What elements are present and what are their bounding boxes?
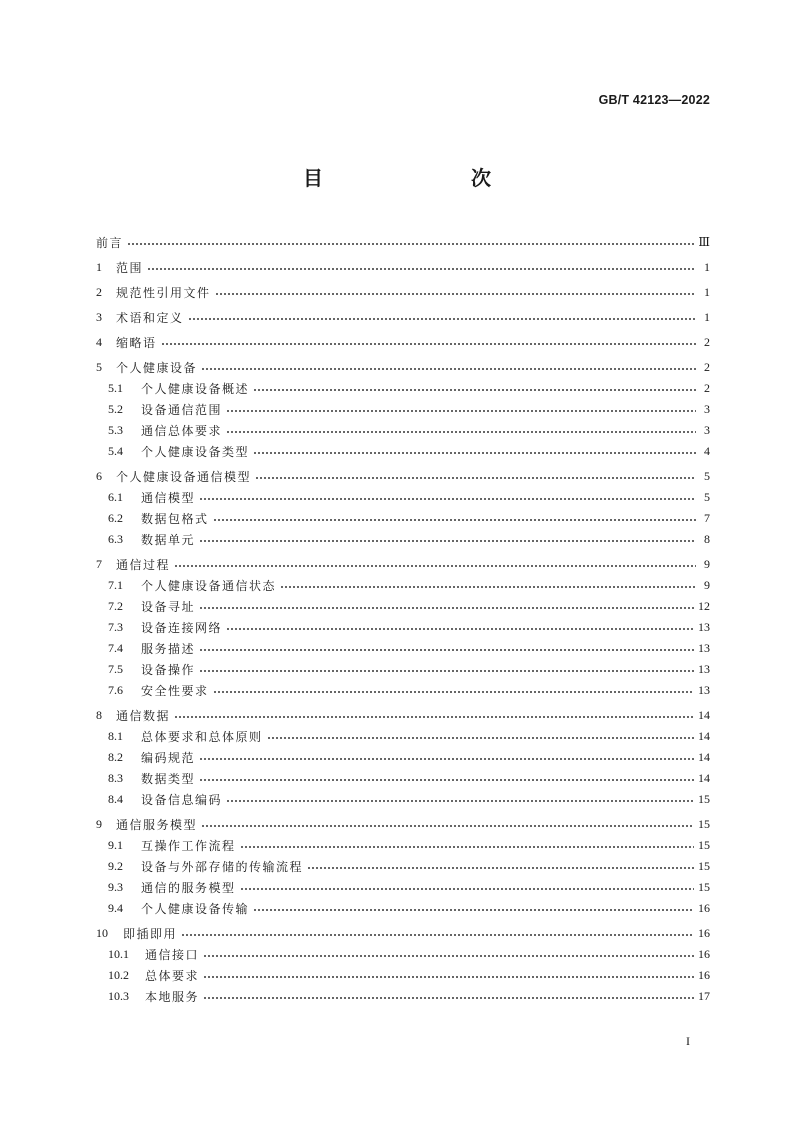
standard-code: GB/T 42123—2022 [598,93,710,107]
toc-entry-title: 即插即用 [123,927,178,941]
toc-entry-page: 3 [704,402,710,416]
toc-entry-number: 8 [96,708,102,722]
toc-entry-page: 13 [698,662,710,676]
toc-entry-title: 个人健康设备传输 [141,902,250,916]
toc-entry-page: 16 [698,926,710,940]
toc-entry-title: 设备信息编码 [141,793,223,807]
toc-entry-page: 16 [698,947,710,961]
toc-dot-leader [199,779,694,781]
toc-entry-number: 10.1 [108,947,129,961]
toc-entry-page: 14 [698,708,710,722]
toc-chapter-entry[interactable] [96,307,710,328]
toc-chapter-entry[interactable] [96,232,710,253]
toc-entry-title: 个人健康设备通信模型 [116,470,252,484]
toc-entry-page: 13 [698,641,710,655]
toc-entry-number: 2 [96,285,102,299]
toc-section-entry[interactable] [96,617,710,638]
toc-entry-page: 1 [704,285,710,299]
toc-entry-title: 数据包格式 [141,512,209,526]
toc-entry-title: 设备操作 [141,663,196,677]
toc-chapter-entry[interactable] [96,466,710,487]
toc-entry-page: 15 [698,792,710,806]
toc-entry-number: 1 [96,260,102,274]
toc-entry-page: 16 [698,968,710,982]
toc-section-entry[interactable] [96,441,710,462]
toc-section-entry[interactable] [96,399,710,420]
toc-entry-title: 安全性要求 [141,684,209,698]
toc-chapter-entry[interactable] [96,814,710,835]
toc-entry-page: Ⅲ [698,235,710,249]
toc-entry-page: 13 [698,620,710,634]
toc-entry-number: 6 [96,469,102,483]
toc-dot-leader [201,825,694,827]
toc-dot-leader [226,410,696,412]
toc-dot-leader [188,318,696,320]
toc-entry-number: 9.2 [108,859,123,873]
toc-entry-number: 7.4 [108,641,123,655]
toc-entry-number: 10.2 [108,968,129,982]
toc-chapter-entry[interactable] [96,282,710,303]
toc-chapter-entry[interactable] [96,257,710,278]
toc-dot-leader [253,909,694,911]
toc-dot-leader [174,716,694,718]
toc-entry-title: 个人健康设备 [116,361,198,375]
page-number: I [686,1034,690,1048]
toc-entry-page: 2 [704,360,710,374]
toc-entry-number: 9.3 [108,880,123,894]
toc-entry-number: 9.4 [108,901,123,915]
toc-entry-title: 个人健康设备通信状态 [141,579,277,593]
toc-dot-leader [240,846,694,848]
toc-entry-number: 6.1 [108,490,123,504]
toc-entry-page: 3 [704,423,710,437]
toc-section-entry[interactable] [96,508,710,529]
toc-entry-number: 3 [96,310,102,324]
toc-entry-page: 9 [704,578,710,592]
toc-dot-leader [161,343,696,345]
toc-entry-page: 2 [704,381,710,395]
toc-section-entry[interactable] [96,726,710,747]
toc-entry-page: 5 [704,469,710,483]
toc-entry-number: 8.2 [108,750,123,764]
toc-entry-title: 总体要求 [145,969,200,983]
toc-dot-leader [253,452,696,454]
toc-entry-number: 9.1 [108,838,123,852]
toc-entry-number: 7.3 [108,620,123,634]
toc-entry-page: 16 [698,901,710,915]
toc-entry-number: 7.6 [108,683,123,697]
toc-dot-leader [215,293,696,295]
table-of-contents [96,232,710,1007]
toc-entry-title: 设备连接网络 [141,621,223,635]
toc-entry-number: 5.3 [108,423,123,437]
toc-dot-leader [240,888,694,890]
toc-entry-title: 个人健康设备概述 [141,382,250,396]
toc-dot-leader [307,867,694,869]
toc-section-entry[interactable] [96,747,710,768]
toc-section-entry[interactable] [96,944,710,965]
toc-entry-number: 5.2 [108,402,123,416]
toc-entry-title: 通信模型 [141,491,196,505]
toc-section-entry[interactable] [96,575,710,596]
toc-dot-leader [213,691,694,693]
toc-entry-page: 14 [698,729,710,743]
toc-entry-title: 本地服务 [145,990,200,1004]
toc-entry-title: 术语和定义 [116,311,184,325]
toc-entry-number: 7.5 [108,662,123,676]
toc-entry-number: 6.2 [108,511,123,525]
toc-entry-page: 8 [704,532,710,546]
toc-entry-page: 17 [698,989,710,1003]
toc-section-entry[interactable] [96,378,710,399]
toc-entry-page: 15 [698,859,710,873]
page-title: 目 次 [303,166,527,190]
toc-entry-title: 设备寻址 [141,600,196,614]
toc-entry-title: 通信过程 [116,558,171,572]
toc-dot-leader [199,498,696,500]
toc-dot-leader [253,389,696,391]
toc-dot-leader [199,670,694,672]
toc-dot-leader [203,976,694,978]
toc-chapter-entry[interactable] [96,357,710,378]
toc-entry-number: 8.1 [108,729,123,743]
toc-entry-page: 7 [704,511,710,525]
toc-entry-number: 5.1 [108,381,123,395]
toc-entry-title: 通信接口 [145,948,200,962]
toc-dot-leader [199,540,696,542]
toc-entry-number: 5 [96,360,102,374]
toc-section-entry[interactable] [96,789,710,810]
toc-section-entry[interactable] [96,986,710,1007]
toc-section-entry[interactable] [96,965,710,986]
toc-dot-leader [199,649,694,651]
toc-section-entry[interactable] [96,877,710,898]
toc-dot-leader [147,268,696,270]
toc-entry-page: 9 [704,557,710,571]
toc-section-entry[interactable] [96,835,710,856]
toc-entry-page: 5 [704,490,710,504]
toc-dot-leader [174,565,696,567]
toc-chapter-entry[interactable] [96,923,710,944]
toc-entry-page: 15 [698,880,710,894]
toc-section-entry[interactable] [96,659,710,680]
toc-chapter-entry[interactable] [96,705,710,726]
toc-entry-title: 前言 [96,236,124,250]
toc-entry-number: 6.3 [108,532,123,546]
toc-entry-title: 编码规范 [141,751,196,765]
toc-entry-title: 互操作工作流程 [141,839,236,853]
toc-dot-leader [280,586,696,588]
toc-entry-title: 通信的服务模型 [141,881,236,895]
toc-dot-leader [201,368,696,370]
toc-entry-number: 7.1 [108,578,123,592]
toc-entry-number: 7.2 [108,599,123,613]
toc-dot-leader [199,607,694,609]
toc-entry-title: 规范性引用文件 [116,286,211,300]
toc-entry-title: 数据类型 [141,772,196,786]
toc-entry-title: 通信数据 [116,709,171,723]
toc-entry-page: 15 [698,838,710,852]
toc-entry-number: 10 [96,926,108,940]
toc-dot-leader [226,800,694,802]
toc-entry-page: 15 [698,817,710,831]
toc-dot-leader [226,431,696,433]
toc-section-entry[interactable] [96,638,710,659]
toc-dot-leader [199,758,694,760]
toc-entry-number: 8.4 [108,792,123,806]
toc-entry-title: 设备通信范围 [141,403,223,417]
toc-entry-title: 缩略语 [116,336,157,350]
toc-entry-title: 通信总体要求 [141,424,223,438]
toc-dot-leader [226,628,694,630]
toc-entry-page: 4 [704,444,710,458]
toc-entry-number: 9 [96,817,102,831]
toc-entry-title: 服务描述 [141,642,196,656]
toc-entry-number: 10.3 [108,989,129,1003]
toc-dot-leader [267,737,694,739]
toc-dot-leader [181,934,694,936]
toc-entry-number: 7 [96,557,102,571]
toc-entry-number: 4 [96,335,102,349]
toc-section-entry[interactable] [96,680,710,701]
toc-section-entry[interactable] [96,420,710,441]
toc-chapter-entry[interactable] [96,554,710,575]
toc-entry-page: 14 [698,750,710,764]
toc-section-entry[interactable] [96,596,710,617]
toc-entry-title: 通信服务模型 [116,818,198,832]
toc-dot-leader [213,519,696,521]
toc-section-entry[interactable] [96,856,710,877]
toc-entry-page: 13 [698,683,710,697]
toc-entry-title: 设备与外部存储的传输流程 [141,860,304,874]
toc-section-entry[interactable] [96,768,710,789]
toc-section-entry[interactable] [96,487,710,508]
toc-dot-leader [127,243,694,245]
toc-entry-title: 总体要求和总体原则 [141,730,263,744]
toc-section-entry[interactable] [96,898,710,919]
toc-entry-number: 5.4 [108,444,123,458]
toc-entry-title: 个人健康设备类型 [141,445,250,459]
toc-dot-leader [203,955,694,957]
toc-dot-leader [255,477,696,479]
toc-entry-page: 14 [698,771,710,785]
toc-entry-number: 8.3 [108,771,123,785]
toc-entry-page: 1 [704,260,710,274]
toc-entry-page: 2 [704,335,710,349]
toc-entry-page: 12 [698,599,710,613]
toc-dot-leader [203,997,694,999]
toc-chapter-entry[interactable] [96,332,710,353]
toc-entry-page: 1 [704,310,710,324]
toc-section-entry[interactable] [96,529,710,550]
toc-entry-title: 数据单元 [141,533,196,547]
toc-entry-title: 范围 [116,261,144,275]
